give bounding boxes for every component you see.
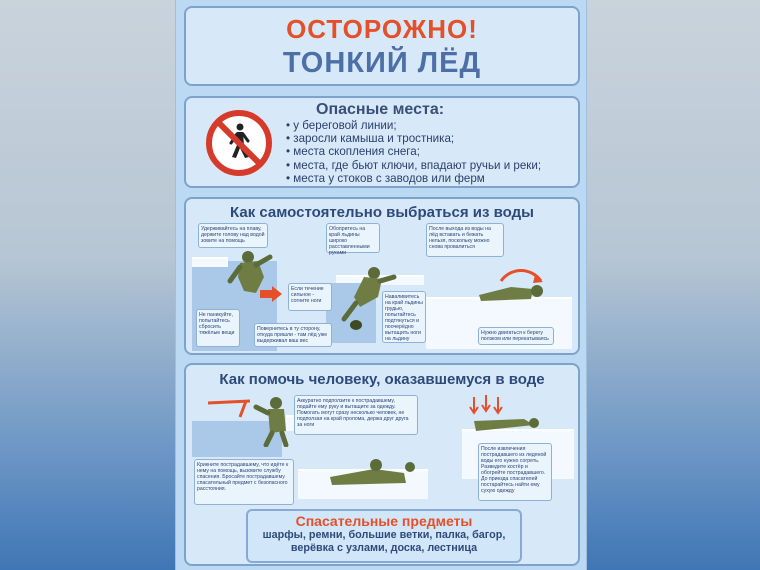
note-shout: Крикните пострадавшему, что идёте к нему на помощь, вызовите службу спасения. Бросайте пострадавшему спасательный предмет с безопасного расстояния. (194, 459, 294, 505)
rescue-items-line2: верёвка с узлами, доска, лестница (290, 542, 478, 554)
note-no-panic: Не паникуйте, попытайтесь сбросить тяжёлые вещи (196, 309, 240, 347)
danger-item: • заросли камыша и тростника; (286, 132, 541, 145)
arrow-right-icon (258, 285, 284, 303)
danger-item: • места, где бьют ключи, впадают ручьи и реки; (286, 159, 541, 172)
self-rescue-title: Как самостоятельно выбраться из воды (230, 204, 534, 221)
note-turn: Повернитесь в ту сторону, откуда пришли - там лёд уже выдерживал ваш вес (254, 323, 332, 347)
danger-item: • места скопления снега; (286, 145, 541, 158)
note-roll: Нужно двигаться к берегу ползком или перекатываясь (478, 327, 554, 345)
title-panel (184, 6, 580, 86)
self-rescue-panel (184, 197, 580, 355)
note-hold-head: Удерживайтесь на плаву, держите голову над водой зовите на помощь (198, 223, 268, 248)
warming-victim-figure (468, 395, 548, 435)
note-approach: Аккуратно подползите к пострадавшему, подайте ему руку и вытащите за одежду. Помогать могут сразу несколько человек, не подползая на край пролома, держа друг друга за ноги (294, 395, 418, 435)
rescue-items-box (246, 509, 522, 563)
danger-item: • у береговой линии; (286, 119, 541, 132)
person-crawling-figure (471, 265, 551, 305)
poster (175, 0, 587, 570)
note-lean-chest: Наваливитесь на край льдины грудью, попытайтесь подтянуться и поочерёдно вытащить ноги на льдину (382, 291, 426, 343)
title-thin-ice: ТОНКИЙ ЛЁД (282, 47, 482, 79)
note-current: Если течение сильное - согните ноги (288, 283, 332, 311)
danger-item: • места у стоков с заводов или ферм (286, 172, 541, 185)
rescue-items-title: Спасательные предметы (295, 513, 473, 529)
help-rescue-title: Как помочь человеку, оказавшемуся в воде (219, 371, 545, 388)
danger-list (286, 119, 541, 185)
danger-title: Опасные места: (316, 101, 445, 118)
rescuers-pulling-figure (324, 453, 424, 489)
ice-edge (192, 257, 228, 267)
title-warning: ОСТОРОЖНО! (286, 14, 478, 44)
help-rescue-panel (184, 363, 580, 566)
rescuer-throwing-figure (206, 395, 296, 447)
rescue-items-line1: шарфы, ремни, большие ветки, палка, багор, (262, 529, 506, 541)
no-walking-sign-icon (206, 110, 272, 176)
note-warm: После извлечения пострадавшего из ледяной воды его нужно согреть. Разведите костёр и обогрейте пострадавшего. До приезда спасателей постарайтесь найти ему сухую одежду (478, 443, 552, 501)
note-rely-edge: Обопритесь на край льдины широко расставленными руками (326, 223, 380, 253)
note-after-exit: После выхода из воды на лёд вставать и бежать нельзя, поскольку можно снова провалиться (426, 223, 504, 257)
danger-panel (184, 96, 580, 188)
